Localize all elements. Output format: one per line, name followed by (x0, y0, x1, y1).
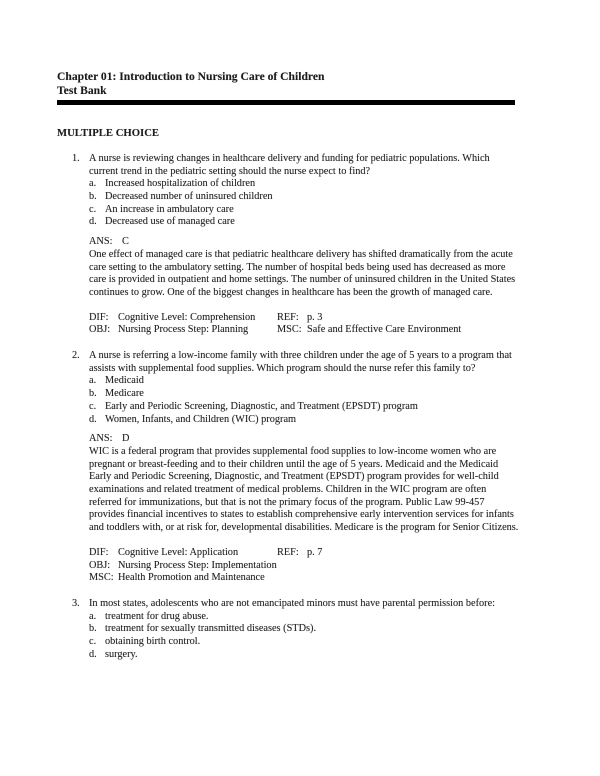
options-list (89, 178, 519, 229)
meta-block (89, 547, 519, 585)
option-text: surgery. (105, 648, 138, 660)
options-list (89, 611, 519, 662)
option-row (89, 414, 519, 427)
meta-row (89, 324, 519, 337)
question-stem: A nurse is reviewing changes in healthcare delivery and funding for pediatric populations. Which current trend in the pediatric setting should the nurse expect to find? (89, 152, 490, 177)
options-list (89, 375, 519, 426)
option-letter: a. (89, 610, 97, 622)
question-3 (57, 598, 515, 662)
meta-row (89, 560, 519, 573)
meta-value-ref: p. 7 (307, 546, 323, 558)
option-text: obtaining birth control. (105, 636, 201, 648)
answer-label: ANS: (89, 236, 113, 248)
question-body (89, 598, 519, 662)
meta-label-dif: DIF: (89, 311, 109, 323)
page-header (57, 70, 515, 105)
chapter-title: Chapter 01: Introduction to Nursing Care of Children (57, 70, 325, 83)
header-rule (57, 100, 515, 105)
option-text: An increase in ambulatory care (105, 203, 234, 215)
meta-label-empty (277, 572, 307, 585)
meta-label-empty (277, 560, 307, 573)
meta-value-obj: Nursing Process Step: Planning (118, 324, 249, 336)
option-text: Medicare (105, 388, 144, 400)
option-row (89, 636, 519, 649)
option-letter: b. (89, 191, 97, 202)
answer-label: ANS: (89, 433, 113, 445)
answer-line (89, 236, 519, 249)
meta-label-msc: MSC: (277, 324, 302, 336)
meta-row (89, 312, 519, 325)
answer-line (89, 433, 519, 446)
rationale-text: One effect of managed care is that pediatric healthcare delivery has shifted dramatically from the acute care setting to the ambulatory setting. The number of hospital beds being used has decreased as more care is provided in outpatient and home settings. The number of uninsured children in the United States continues to grow. One of the biggest changes in healthcare has been the growth of managed care. (89, 248, 516, 298)
meta-value-dif: Cognitive Level: Comprehension (118, 311, 256, 323)
question-stem: A nurse is referring a low-income family with three children under the age of 5 years to a program that assists with supplemental food supplies. Which program should the nurse refer this family to? (89, 350, 512, 374)
question-body (89, 153, 519, 337)
meta-label-msc: MSC: (89, 572, 114, 584)
meta-value-msc: Health Promotion and Maintenance (118, 572, 265, 584)
question-1 (57, 153, 515, 337)
option-letter: b. (89, 623, 97, 635)
meta-value-empty (307, 560, 519, 573)
option-text: treatment for sexually transmitted diseases (STDs). (105, 623, 317, 635)
meta-label-ref: REF: (277, 546, 299, 558)
question-number: 3. (72, 597, 80, 609)
option-row (89, 375, 519, 388)
option-text: Early and Periodic Screening, Diagnostic, and Treatment (EPSDT) program (105, 400, 418, 412)
meta-value-ref: p. 3 (307, 311, 323, 323)
option-letter: c. (89, 400, 97, 412)
answer-value: C (122, 236, 129, 248)
option-row (89, 178, 519, 191)
option-row (89, 216, 519, 229)
option-row (89, 401, 519, 414)
question-number: 2. (72, 350, 80, 362)
option-letter: a. (89, 178, 97, 190)
option-letter: c. (89, 636, 97, 648)
meta-block (89, 312, 519, 337)
meta-value-obj: Nursing Process Step: Implementation (118, 559, 277, 571)
rationale-text: WIC is a federal program that provides supplemental food supplies to low-income women who are pregnant or breast-feeding and to their children until the age of 5 years. Medicaid and the Medicaid Early and Periodic Screening, Diagnostic, and Treatment (EPSDT) program provides for well-child examinations and related treatment of medical problems. Children in the WIC program are often referred for immunizations, but that is not the primary focus of the program. Public Law 99-457 provides financial incentives to states to establish comprehensive early intervention services for infants and toddlers with, or at risk for, developmental disabilities. Medicare is the program for Senior Citizens. (89, 445, 519, 534)
meta-value-empty (307, 572, 519, 585)
option-row (89, 611, 519, 624)
option-letter: b. (89, 388, 97, 400)
test-bank-subtitle: Test Bank (57, 83, 107, 97)
option-text: Medicaid (105, 375, 144, 387)
option-letter: d. (89, 216, 97, 228)
question-2 (57, 350, 519, 585)
option-letter: a. (89, 375, 97, 387)
option-text: Increased hospitalization of children (105, 178, 256, 190)
option-text: treatment for drug abuse. (105, 610, 209, 622)
question-number: 1. (72, 152, 80, 164)
meta-label-ref: REF: (277, 311, 299, 323)
option-text: Decreased number of uninsured children (105, 191, 273, 202)
option-row (89, 204, 519, 217)
meta-row (89, 547, 519, 560)
meta-label-obj: OBJ: (89, 324, 111, 336)
option-letter: d. (89, 413, 97, 425)
meta-row (89, 572, 519, 585)
question-stem: In most states, adolescents who are not emancipated minors must have parental permission before: (89, 597, 496, 609)
section-heading: MULTIPLE CHOICE (57, 127, 160, 140)
meta-label-obj: OBJ: (89, 559, 111, 571)
option-row (89, 649, 519, 662)
option-letter: c. (89, 203, 97, 215)
answer-value: D (122, 433, 130, 445)
question-body (89, 350, 519, 585)
option-text: Decreased use of managed care (105, 216, 235, 228)
option-row (89, 623, 519, 636)
option-letter: d. (89, 648, 97, 660)
option-row (89, 191, 519, 204)
option-row (89, 388, 519, 401)
meta-value-msc: Safe and Effective Care Environment (307, 324, 462, 336)
option-text: Women, Infants, and Children (WIC) program (105, 413, 297, 425)
meta-value-dif: Cognitive Level: Application (118, 546, 239, 558)
meta-label-dif: DIF: (89, 546, 109, 558)
